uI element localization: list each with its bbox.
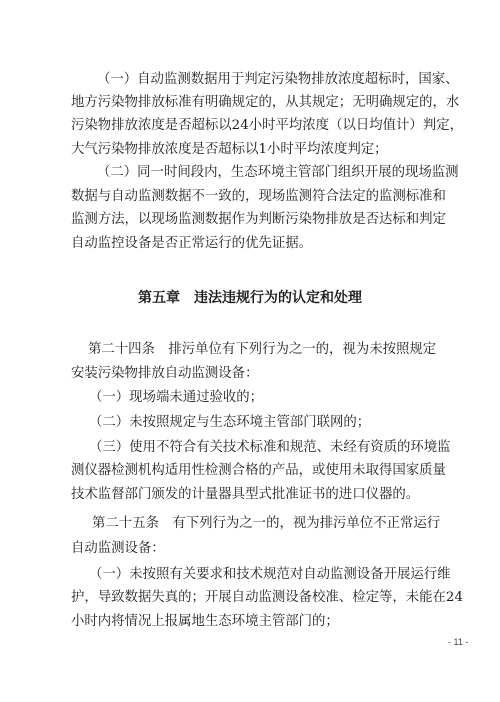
article-24-item-3-line-3: 技术监督部门颁发的计量器具型式批准证书的进口仪器的。 (71, 487, 420, 502)
article-24-item-1: （一）现场端未通过验收的； (89, 390, 264, 405)
article-25-item-1-line-3: 小时内将情况上报属地生态环境主管部门的； (71, 614, 339, 629)
paragraph-1-line-1: （一）自动监测数据用于判定污染物排放浓度超标时，国家、 (97, 72, 459, 87)
paragraph-2-line-2: 数据与自动监测数据不一致的，现场监测符合法定的监测标准和 (71, 189, 446, 204)
paragraph-1-line-3: 污染物排放浓度是否超标以24小时平均浓度（以日均值计）判定， (71, 118, 463, 133)
article-25-item-1-line-2: 护，导致数据失真的；开展自动监测设备校准、检定等，未能在24 (71, 590, 463, 605)
article-25-line-2: 自动监测设备： (71, 541, 165, 556)
paragraph-2-line-3: 监测方法，以现场监测数据作为判断污染物排放是否达标和判定 (71, 212, 446, 227)
paragraph-2-line-4: 自动监控设备是否正常运行的优先证据。 (71, 236, 313, 251)
article-24-item-2: （二）未按照规定与生态环境主管部门联网的； (89, 415, 371, 430)
article-25-item-1-line-1: （一）未按照有关要求和技术规范对自动监测设备开展运行维 (89, 567, 451, 582)
paragraph-2-line-1: （二）同一时间段内，生态环境主管部门组织开展的现场监测 (97, 165, 459, 180)
article-24-item-3-line-1: （三）使用不符合有关技术标准和规范、未经有资质的环境监 (89, 440, 451, 455)
paragraph-1-line-2: 地方污染物排放标准有明确规定的，从其规定；无明确规定的，水 (71, 95, 460, 110)
article-24-line-2: 安装污染物排放自动监测设备： (71, 366, 259, 381)
page-number: - 11 - (448, 637, 469, 647)
article-24-item-3-line-2: 测仪器检测机构适用性检测合格的产品，或使用未取得国家质量 (71, 463, 446, 478)
article-25-line-1: 第二十五条 有下列行为之一的，视为排污单位不正常运行 (92, 516, 441, 531)
chapter-heading: 第五章 违法违规行为的认定和处理 (138, 290, 362, 306)
article-24-line-1: 第二十四条 排污单位有下列行为之一的，视为未按照规定 (88, 342, 437, 357)
paragraph-1-line-4: 大气污染物排放浓度是否超标以1小时平均浓度判定； (71, 142, 388, 157)
